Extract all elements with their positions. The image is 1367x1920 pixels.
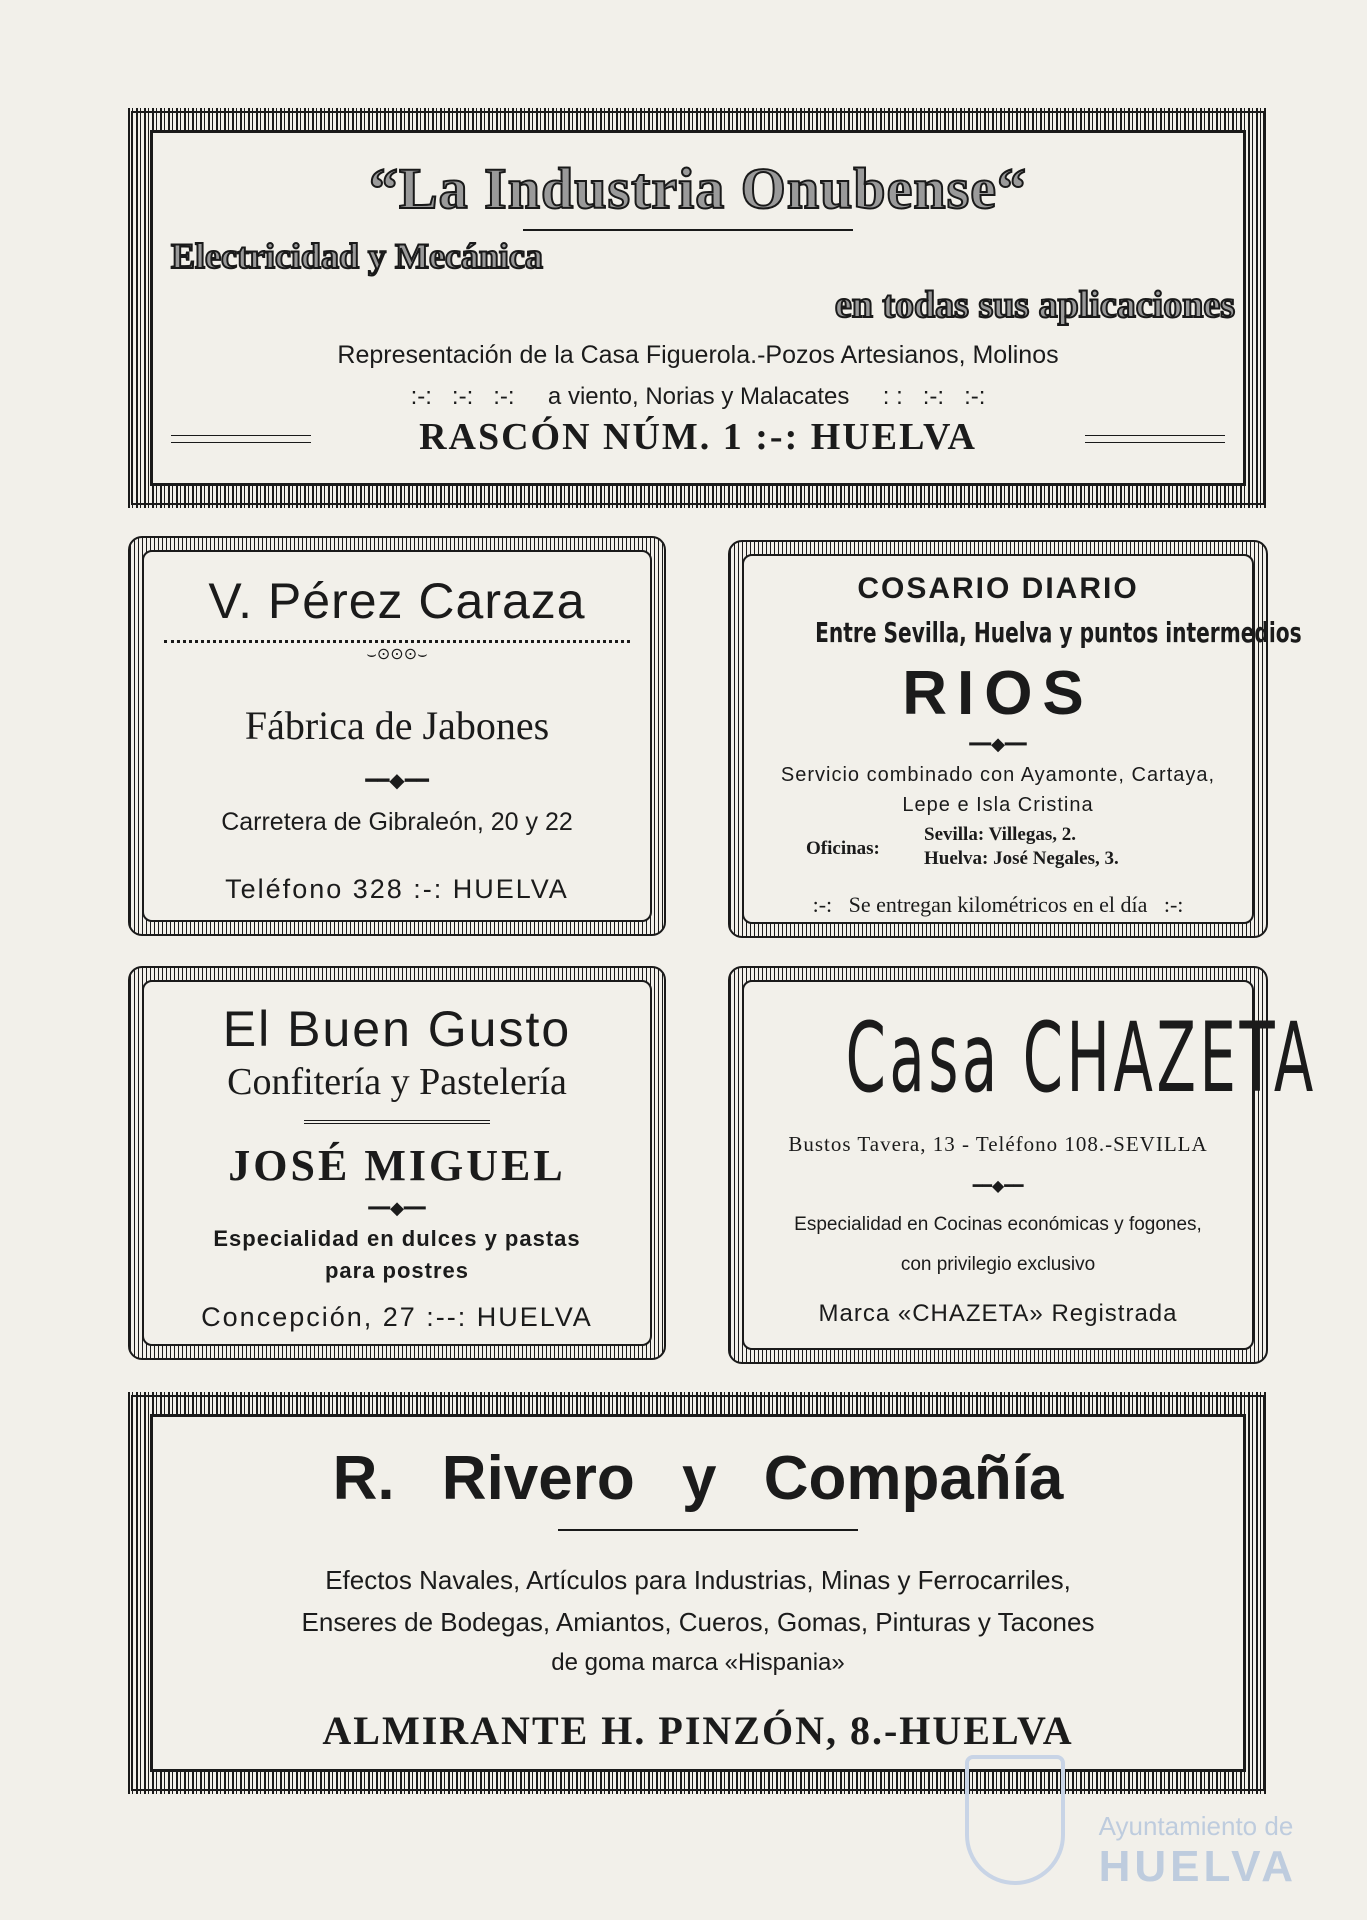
watermark-line2: HUELVA xyxy=(1098,1842,1297,1891)
ad-industria-line4: :-: :-: :-: a viento, Norias y Malacates : : :-: :-: xyxy=(410,383,986,410)
ad-industria-line1: Electricidad y Mecánica xyxy=(171,236,543,276)
ad-industria-address: RASCÓN NÚM. 1 :-: HUELVA xyxy=(419,416,977,458)
ad-chazeta-specialty1: Especialidad en Cocinas económicas y fogones, xyxy=(794,1214,1202,1235)
ad-buengusto-type: Confitería y Pastelería xyxy=(227,1061,567,1103)
ad-perez-caraza-body xyxy=(142,550,652,922)
title-underline xyxy=(558,1529,858,1531)
ad-buengusto-owner: JOSÉ MIGUEL xyxy=(228,1141,566,1190)
ad-industria-line3: Representación de la Casa Figuerola.-Pozos Artesianos, Molinos xyxy=(337,341,1059,369)
ad-cosario-footer: :-: Se entregan kilométricos en el día :-: xyxy=(812,892,1184,917)
ad-buen-gusto-body xyxy=(142,980,652,1346)
ad-buengusto-name: El Buen Gusto xyxy=(222,1001,572,1057)
ad-cosario-name: RIOS xyxy=(902,659,1094,728)
ad-perez-product: Fábrica de Jabones xyxy=(244,703,550,748)
ad-chazeta-address: Bustos Tavera, 13 - Teléfono 108.-SEVILLA xyxy=(788,1132,1208,1156)
ad-cosario-offices-label: Oficinas: xyxy=(806,838,880,859)
watermark-line1: Ayuntamiento de xyxy=(1098,1811,1294,1841)
ad-perez-phone: Teléfono 328 :-: HUELVA xyxy=(225,874,569,904)
ad-cosario-office2: Huelva: José Negales, 3. xyxy=(924,848,1119,869)
ad-cosario-heading: COSARIO DIARIO xyxy=(857,572,1139,605)
ad-buengusto-address: Concepción, 27 :--: HUELVA xyxy=(201,1302,593,1332)
ad-perez-name: V. Pérez Caraza xyxy=(208,573,586,629)
ad-industria-onubense-body xyxy=(150,130,1246,486)
ad-industria-line2: en todas sus aplicaciones xyxy=(834,284,1235,326)
ornament-icon: ⌣⊙⊙⊙⌣ xyxy=(366,644,428,663)
ad-rivero-line2: Enseres de Bodegas, Amiantos, Cueros, Gomas, Pinturas y Tacones xyxy=(301,1607,1095,1637)
ad-cosario-service2: Lepe e Isla Cristina xyxy=(902,794,1094,816)
dash-ornament-icon: ━━◆━━ xyxy=(368,1198,426,1219)
ad-industria-title: “La Industria Onubense“ xyxy=(369,156,1027,221)
ad-cosario-rios xyxy=(728,540,1302,938)
ad-rivero-address: ALMIRANTE H. PINZÓN, 8.-HUELVA xyxy=(322,1708,1074,1753)
watermark xyxy=(1099,1811,1297,1892)
dash-ornament-icon: ━━◆━━ xyxy=(365,768,429,792)
dotted-rule xyxy=(164,640,630,643)
ad-chazeta-specialty2: con privilegio exclusivo xyxy=(900,1254,1096,1275)
ad-buengusto-specialty2: para postres xyxy=(324,1258,470,1283)
ad-perez-street: Carretera de Gibraleón, 20 y 22 xyxy=(221,808,573,836)
ad-rivero-compania xyxy=(128,1392,1268,1794)
huelva-shield-icon xyxy=(965,1755,1065,1885)
ad-cosario-office1: Sevilla: Villegas, 2. xyxy=(924,824,1076,845)
ad-chazeta-name: Casa CHAZETA xyxy=(845,1002,1317,1114)
ad-rivero-compania-body xyxy=(150,1414,1246,1772)
ad-buengusto-specialty1: Especialidad en dulces y pastas xyxy=(213,1226,581,1251)
ad-industria-onubense xyxy=(128,108,1268,508)
ad-rivero-line1: Efectos Navales, Artículos para Industrias, Minas y Ferrocarriles, xyxy=(325,1565,1071,1595)
dash-ornament-icon: ━━◆━━ xyxy=(972,1176,1024,1195)
ad-rivero-name: R. Rivero y Compañía xyxy=(332,1444,1064,1513)
ad-casa-chazeta-body xyxy=(742,980,1317,1350)
ad-cosario-service1: Servicio combinado con Ayamonte, Cartaya, xyxy=(780,764,1216,786)
dash-ornament-icon: ━━◆━━ xyxy=(969,734,1027,755)
title-underline xyxy=(523,229,853,231)
ad-cosario-rios-body xyxy=(742,554,1302,924)
ad-perez-caraza xyxy=(128,536,666,936)
ad-chazeta-brand: Marca «CHAZETA» Registrada xyxy=(818,1300,1178,1327)
ad-cosario-route: Entre Sevilla, Huelva y puntos intermedios xyxy=(815,616,1302,649)
ad-rivero-line3: de goma marca «Hispania» xyxy=(551,1649,845,1676)
ad-casa-chazeta xyxy=(728,966,1317,1364)
ad-buen-gusto xyxy=(128,966,666,1360)
dotted-rule xyxy=(304,1120,490,1124)
